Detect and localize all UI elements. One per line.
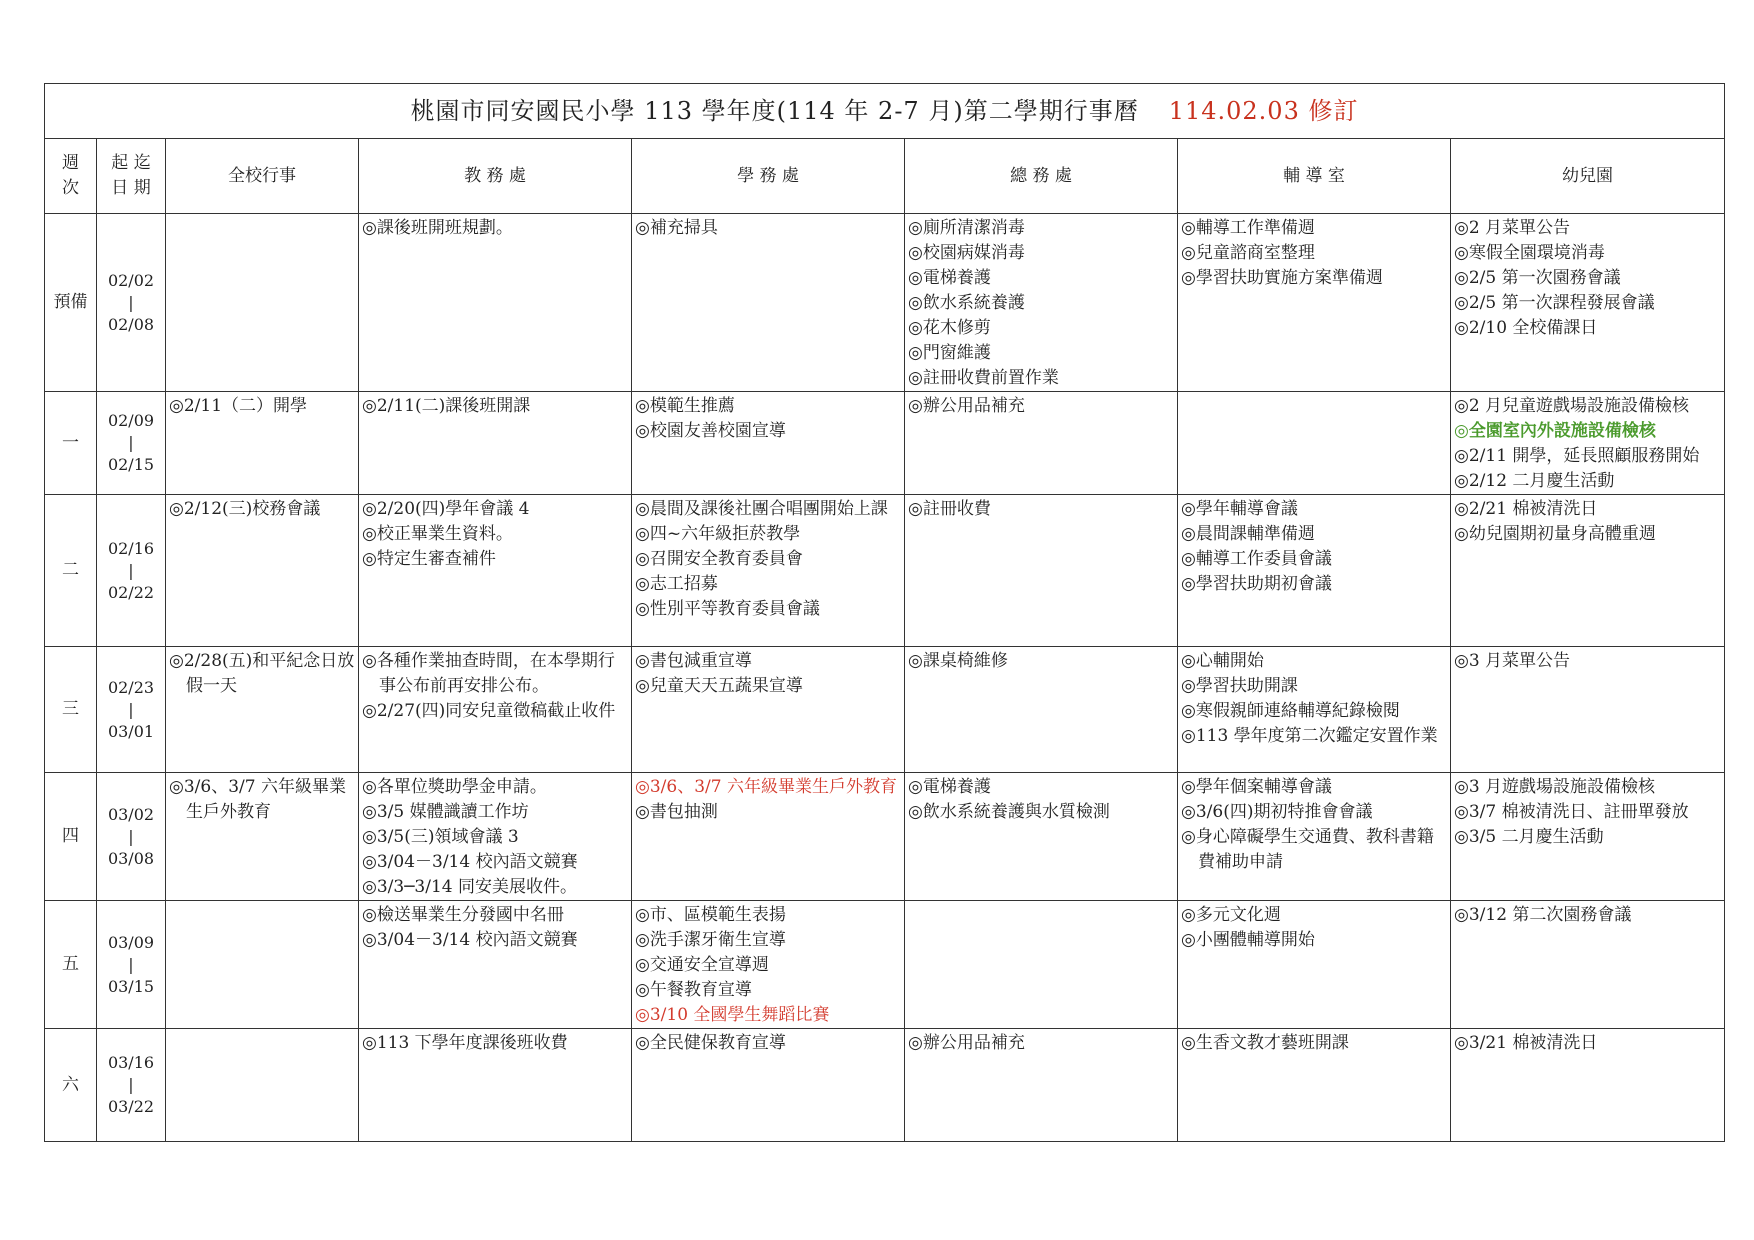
date-range <box>97 214 166 392</box>
event-item: ◎課桌椅維修 <box>908 651 1008 671</box>
event-item: ◎校正畢業生資料。 <box>362 524 513 544</box>
header-date: 起 迄 日 期 <box>97 139 166 214</box>
cell-school <box>166 495 359 647</box>
event-item: ◎2/11 開學，延長照顧服務開始 <box>1454 446 1700 466</box>
event-item: ◎廁所清潔消毒 <box>908 218 1025 238</box>
event-item: ◎校園友善校園宣導 <box>635 421 786 441</box>
week-number: 一 <box>45 392 97 495</box>
date-start: 02/16 <box>107 538 155 558</box>
event-item: ◎3/12 第二次園務會議 <box>1454 905 1632 925</box>
event-item: ◎2/12 二月慶生活動 <box>1454 471 1615 491</box>
event-item: ◎2/27(四)同安兒童徵稿截止收件 <box>362 701 616 721</box>
event-item: ◎午餐教育宣導 <box>635 980 752 1000</box>
event-item: ◎2/5 第一次園務會議 <box>1454 268 1621 288</box>
date-end: 03/08 <box>107 848 155 868</box>
event-item: ◎3 月遊戲場設施設備檢核 <box>1454 777 1656 797</box>
event-item: ◎輔導工作委員會議 <box>1181 549 1332 569</box>
cell-school <box>166 647 359 773</box>
cell-student <box>632 901 905 1029</box>
cell-counseling <box>1178 773 1451 901</box>
date-start: 03/09 <box>107 932 155 952</box>
event-item: ◎晨間課輔準備週 <box>1181 524 1315 544</box>
event-item: ◎3/5 二月慶生活動 <box>1454 827 1604 847</box>
event-item: ◎3/04－3/14 校內語文競賽 <box>362 852 578 872</box>
event-item: ◎2/5 第一次課程發展會議 <box>1454 293 1655 313</box>
event-item: ◎電梯養護 <box>908 268 991 288</box>
event-item: ◎各單位獎助學金申請。 <box>362 777 547 797</box>
week-number: 預備 <box>45 214 97 392</box>
week-row <box>45 773 1725 901</box>
event-item: ◎小團體輔導開始 <box>1181 930 1315 950</box>
cell-counseling <box>1178 392 1451 495</box>
cell-academic <box>359 1029 632 1142</box>
cell-general <box>905 901 1178 1029</box>
date-sep: | <box>128 826 134 846</box>
cell-counseling <box>1178 214 1451 392</box>
event-item: ◎飲水系統養護與水質檢測 <box>908 802 1110 822</box>
date-range <box>97 392 166 495</box>
date-start: 02/23 <box>107 677 155 697</box>
date-start: 03/16 <box>107 1053 155 1072</box>
event-item: ◎兒童天天五蔬果宣導 <box>635 676 803 696</box>
event-item: ◎課後班開班規劃。 <box>362 218 513 238</box>
event-item: ◎辦公用品補充 <box>908 396 1025 416</box>
revision-date: 114.02.03 修訂 <box>1168 96 1359 125</box>
header-row <box>45 139 1725 214</box>
event-item: ◎兒童諮商室整理 <box>1181 243 1315 263</box>
event-item: ◎註冊收費 <box>908 499 991 519</box>
cell-kindergarten <box>1451 647 1725 773</box>
event-item: ◎召開安全教育委員會 <box>635 549 803 569</box>
cell-student <box>632 647 905 773</box>
cell-counseling <box>1178 647 1451 773</box>
cell-kindergarten <box>1451 1029 1725 1142</box>
cell-general <box>905 214 1178 392</box>
event-item: ◎2/12(三)校務會議 <box>169 499 321 519</box>
calendar-table <box>44 83 1725 1142</box>
date-end: 02/08 <box>107 314 155 334</box>
cell-academic <box>359 392 632 495</box>
event-item: ◎學年輔導會議 <box>1181 499 1298 519</box>
week-number: 二 <box>45 495 97 647</box>
event-item: ◎補充掃具 <box>635 218 718 238</box>
cell-student <box>632 495 905 647</box>
week-row <box>45 647 1725 773</box>
header-student: 學 務 處 <box>632 139 905 214</box>
cell-kindergarten <box>1451 392 1725 495</box>
event-item: ◎模範生推薦 <box>635 396 735 416</box>
cell-school <box>166 773 359 901</box>
event-item: ◎特定生審查補件 <box>362 549 496 569</box>
week-row <box>45 392 1725 495</box>
header-general: 總 務 處 <box>905 139 1178 214</box>
cell-school <box>166 901 359 1029</box>
cell-general <box>905 495 1178 647</box>
cell-general <box>905 773 1178 901</box>
event-item: ◎2 月兒童遊戲場設施設備檢核 <box>1454 396 1690 416</box>
date-sep: | <box>128 1075 134 1094</box>
date-sep: | <box>128 433 134 452</box>
event-item: ◎2/28(五)和平紀念日放假一天 <box>169 651 355 696</box>
event-item: ◎3/6(四)期初特推會會議 <box>1181 802 1373 822</box>
event-item: ◎寒假全園環境消毒 <box>1454 243 1605 263</box>
header-academic: 教 務 處 <box>359 139 632 214</box>
event-item: ◎2/20(四)學年會議 4 <box>362 499 530 519</box>
event-item: ◎113 下學年度課後班收費 <box>362 1033 568 1053</box>
event-item: ◎3/3─3/14 同安美展收件。 <box>362 877 578 897</box>
week-row <box>45 901 1725 1029</box>
date-sep: | <box>128 560 134 580</box>
event-item: ◎3 月菜單公告 <box>1454 651 1571 671</box>
event-item: ◎辦公用品補充 <box>908 1033 1025 1053</box>
week-row <box>45 214 1725 392</box>
date-range <box>97 647 166 773</box>
event-item: ◎身心障礙學生交通費、教科書籍費補助申請 <box>1181 827 1434 872</box>
date-end: 03/01 <box>107 721 155 741</box>
calendar-title: 桃園市同安國民小學 113 學年度(114 年 2-7 月)第二學期行事曆 <box>410 96 1139 125</box>
cell-academic <box>359 773 632 901</box>
date-end: 03/15 <box>107 976 155 996</box>
date-end: 02/22 <box>107 582 155 602</box>
event-item: ◎書包減重宣導 <box>635 651 752 671</box>
week-number: 四 <box>45 773 97 901</box>
week-number: 三 <box>45 647 97 773</box>
cell-school <box>166 1029 359 1142</box>
event-item: ◎書包抽測 <box>635 802 718 822</box>
event-item: ◎飲水系統養護 <box>908 293 1025 313</box>
date-sep: | <box>128 292 134 312</box>
event-item: ◎心輔開始 <box>1181 651 1264 671</box>
date-range <box>97 773 166 901</box>
cell-counseling <box>1178 901 1451 1029</box>
event-item: ◎檢送畢業生分發國中名冊 <box>362 905 564 925</box>
date-end: 02/15 <box>107 455 155 474</box>
cell-student <box>632 773 905 901</box>
week-number: 五 <box>45 901 97 1029</box>
event-item: ◎輔導工作準備週 <box>1181 218 1315 238</box>
cell-student <box>632 1029 905 1142</box>
week-row <box>45 495 1725 647</box>
cell-academic <box>359 901 632 1029</box>
cell-student <box>632 214 905 392</box>
event-item: ◎各種作業抽查時間，在本學期行事公布前再安排公布。 <box>362 651 615 696</box>
event-item: ◎性別平等教育委員會議 <box>635 599 820 619</box>
event-item: ◎2/21 棉被清洗日 <box>1454 499 1598 519</box>
cell-school <box>166 214 359 392</box>
header-counseling: 輔 導 室 <box>1178 139 1451 214</box>
date-end: 03/22 <box>107 1097 155 1116</box>
cell-general <box>905 1029 1178 1142</box>
event-item: ◎3/7 棉被清洗日、註冊單發放 <box>1454 802 1689 822</box>
event-item: ◎生香文教才藝班開課 <box>1181 1033 1349 1053</box>
week-row <box>45 1029 1725 1142</box>
event-item: ◎2/11(二)課後班開課 <box>362 396 531 416</box>
event-item: ◎3/5 媒體識讀工作坊 <box>362 802 529 822</box>
event-item: ◎全園室內外設施設備檢核 <box>1454 421 1656 441</box>
event-item: ◎學年個案輔導會議 <box>1181 777 1332 797</box>
event-item: ◎註冊收費前置作業 <box>908 368 1059 388</box>
event-item: ◎洗手潔牙衛生宣導 <box>635 930 786 950</box>
event-item: ◎寒假親師連絡輔導紀錄檢閱 <box>1181 701 1400 721</box>
event-item: ◎多元文化週 <box>1181 905 1281 925</box>
event-item: ◎晨間及課後社團合唱團開始上課 <box>635 499 888 519</box>
event-item: ◎電梯養護 <box>908 777 991 797</box>
event-item: ◎3/04－3/14 校內語文競賽 <box>362 930 578 950</box>
event-item: ◎市、區模範生表揚 <box>635 905 786 925</box>
page-title <box>45 84 1725 139</box>
cell-school <box>166 392 359 495</box>
event-item: ◎2/10 全校備課日 <box>1454 318 1598 338</box>
cell-academic <box>359 647 632 773</box>
event-item: ◎2 月菜單公告 <box>1454 218 1571 238</box>
event-item: ◎3/10 全國學生舞蹈比賽 <box>635 1005 830 1025</box>
week-number: 六 <box>45 1029 97 1142</box>
cell-general <box>905 392 1178 495</box>
event-item: ◎花木修剪 <box>908 318 991 338</box>
cell-general <box>905 647 1178 773</box>
event-item: ◎2/11（二）開學 <box>169 396 308 416</box>
date-sep: | <box>128 699 134 719</box>
event-item: ◎3/21 棉被清洗日 <box>1454 1033 1598 1053</box>
cell-kindergarten <box>1451 495 1725 647</box>
event-item: ◎門窗維護 <box>908 343 991 363</box>
cell-kindergarten <box>1451 214 1725 392</box>
cell-counseling <box>1178 495 1451 647</box>
cell-academic <box>359 495 632 647</box>
event-item: ◎3/5(三)領域會議 3 <box>362 827 519 847</box>
header-week: 週 次 <box>45 139 97 214</box>
event-item: ◎校園病媒消毒 <box>908 243 1025 263</box>
event-item: ◎學習扶助開課 <box>1181 676 1298 696</box>
event-item: ◎113 學年度第二次鑑定安置作業 <box>1181 726 1438 746</box>
event-item: ◎幼兒園期初量身高體重週 <box>1454 524 1656 544</box>
cell-counseling <box>1178 1029 1451 1142</box>
header-school: 全校行事 <box>166 139 359 214</box>
event-item: ◎3/6、3/7 六年級畢業生戶外教育 <box>169 777 346 822</box>
header-kindergarten: 幼兒園 <box>1451 139 1725 214</box>
event-item: ◎四~六年級拒菸教學 <box>635 524 801 544</box>
date-range <box>97 1029 166 1142</box>
date-start: 02/02 <box>107 270 155 290</box>
event-item: ◎3/6、3/7 六年級畢業生戶外教育 <box>635 777 897 797</box>
event-item: ◎志工招募 <box>635 574 718 594</box>
event-item: ◎學習扶助實施方案準備週 <box>1181 268 1383 288</box>
cell-academic <box>359 214 632 392</box>
cell-kindergarten <box>1451 773 1725 901</box>
date-range <box>97 495 166 647</box>
date-sep: | <box>128 954 134 974</box>
date-range <box>97 901 166 1029</box>
event-item: ◎全民健保教育宣導 <box>635 1033 786 1053</box>
event-item: ◎交通安全宣導週 <box>635 955 769 975</box>
event-item: ◎學習扶助期初會議 <box>1181 574 1332 594</box>
cell-kindergarten <box>1451 901 1725 1029</box>
date-start: 03/02 <box>107 804 155 824</box>
date-start: 02/09 <box>107 411 155 430</box>
cell-student <box>632 392 905 495</box>
